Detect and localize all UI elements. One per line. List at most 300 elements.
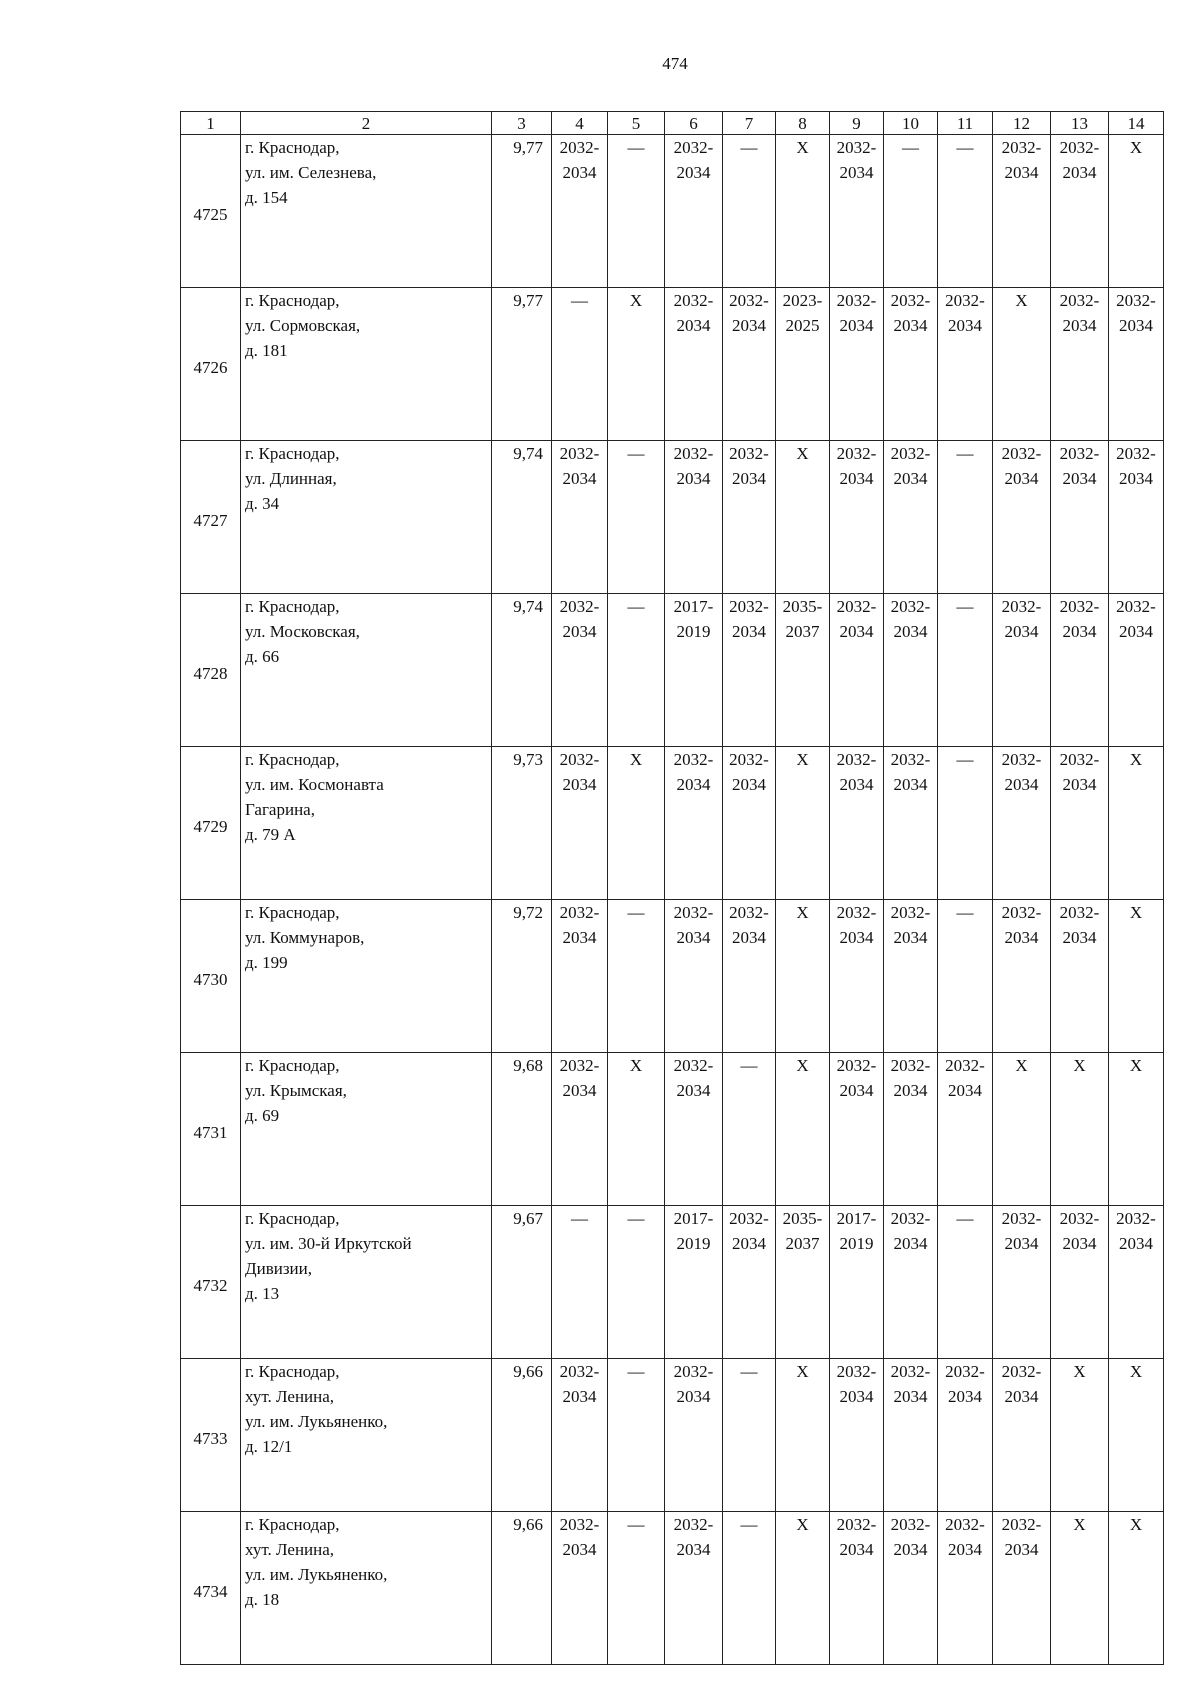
period-line: X [796, 1362, 809, 1381]
address-line: д. 79 А [245, 825, 296, 844]
period-line: 2034 [732, 928, 766, 947]
period-line: — [902, 138, 919, 157]
period-line: X [1129, 903, 1143, 922]
period-line: 2032- [1001, 597, 1042, 616]
address-line: ул. Крымская, [245, 1081, 347, 1100]
period-cell [723, 288, 776, 441]
address-line: Гагарина, [245, 800, 315, 819]
period-cell [938, 1512, 993, 1665]
period-cell [1109, 441, 1164, 594]
period-line: 2034 [1062, 1234, 1097, 1253]
period-line: X [1129, 1515, 1143, 1534]
address-line: г. Краснодар, [245, 750, 340, 769]
period-cell [993, 1206, 1051, 1359]
period-cell [776, 1206, 830, 1359]
period-line: 2034 [893, 775, 928, 794]
period-line: 2034 [839, 1540, 874, 1559]
period-line: 2032- [559, 1056, 600, 1075]
period-cell [938, 1206, 993, 1359]
period-line: 2032- [836, 597, 877, 616]
period-line: 2037 [785, 622, 820, 641]
address-line: ул. им. 30-й Иркутской [245, 1234, 412, 1253]
period-line: 2032- [836, 291, 877, 310]
period-line: 2032- [559, 597, 600, 616]
period-cell [776, 441, 830, 594]
period-line: X [1015, 1056, 1028, 1075]
address-line: д. 34 [245, 494, 280, 513]
period-cell [993, 747, 1051, 900]
period-cell [1109, 1206, 1164, 1359]
period-line: 2034 [562, 1387, 597, 1406]
address-line: д. 154 [245, 188, 288, 207]
period-cell [938, 441, 993, 594]
address-line: ул. им. Лукьяненко, [245, 1565, 388, 1584]
column-header-10: 10 [884, 112, 938, 135]
address-cell [241, 135, 492, 288]
period-cell [608, 1206, 665, 1359]
period-line: 2032- [1059, 444, 1100, 463]
period-line: 2034 [893, 622, 928, 641]
period-cell [608, 135, 665, 288]
period-line: 2032- [945, 291, 985, 310]
column-header-11: 11 [938, 112, 993, 135]
address-line: Дивизии, [245, 1259, 312, 1278]
period-cell [723, 441, 776, 594]
period-line: — [956, 1209, 974, 1228]
period-line: 2034 [1004, 1540, 1039, 1559]
period-cell [608, 441, 665, 594]
period-line: 2032- [1059, 750, 1100, 769]
row-number: 4732 [181, 1206, 241, 1359]
period-cell [776, 1053, 830, 1206]
period-line: 2034 [1062, 469, 1097, 488]
period-line: 2032- [673, 1515, 714, 1534]
period-cell [1109, 1512, 1164, 1665]
period-line: 2034 [676, 1081, 711, 1100]
address-line: д. 12/1 [245, 1437, 293, 1456]
period-line: 2034 [676, 775, 711, 794]
period-line: 2034 [893, 1234, 928, 1253]
period-line: 2037 [785, 1234, 820, 1253]
period-line: — [627, 138, 645, 157]
period-line: 2032- [559, 1515, 600, 1534]
period-line: 2034 [1062, 163, 1097, 182]
period-cell [993, 1512, 1051, 1665]
address-line: г. Краснодар, [245, 1515, 340, 1534]
period-line: 2034 [676, 316, 711, 335]
table-body [181, 112, 1164, 1665]
period-line: 2034 [562, 622, 597, 641]
period-cell [1109, 594, 1164, 747]
column-header-9: 9 [830, 112, 884, 135]
period-line: 2034 [562, 469, 597, 488]
period-line: — [627, 444, 645, 463]
period-line: 2032- [836, 750, 877, 769]
value-cell: 9,72 [492, 900, 552, 1053]
table-row [181, 900, 1164, 1053]
value-cell: 9,77 [492, 288, 552, 441]
period-line: 2032- [890, 1209, 931, 1228]
period-line: 2034 [839, 775, 874, 794]
period-cell [723, 594, 776, 747]
period-line: 2034 [839, 163, 874, 182]
period-line: 2034 [732, 622, 766, 641]
period-cell [665, 1359, 723, 1512]
period-cell [776, 900, 830, 1053]
period-line: 2034 [1004, 775, 1039, 794]
period-line: X [1129, 750, 1143, 769]
period-line: 2032- [836, 1515, 877, 1534]
period-line: 2032- [673, 1056, 714, 1075]
period-line: — [627, 903, 645, 922]
address-line: д. 13 [245, 1284, 280, 1303]
address-line: г. Краснодар, [245, 444, 340, 463]
period-line: 2017- [673, 597, 714, 616]
period-cell [665, 900, 723, 1053]
period-cell [830, 1206, 884, 1359]
period-line: — [627, 597, 645, 616]
period-line: 2032- [673, 444, 714, 463]
period-line: 2034 [732, 1234, 766, 1253]
period-line: X [629, 750, 643, 769]
period-cell [1051, 135, 1109, 288]
address-line: ул. Длинная, [245, 469, 337, 488]
value-cell: 9,74 [492, 441, 552, 594]
address-cell [241, 594, 492, 747]
period-line: 2023- [782, 291, 823, 310]
period-line: 2034 [1062, 928, 1097, 947]
period-cell [776, 288, 830, 441]
period-cell [1051, 288, 1109, 441]
period-cell [1051, 441, 1109, 594]
period-cell [993, 1359, 1051, 1512]
period-cell [552, 1053, 608, 1206]
period-cell [830, 1359, 884, 1512]
period-cell [552, 594, 608, 747]
period-cell [1109, 1053, 1164, 1206]
period-cell [608, 1512, 665, 1665]
address-line: д. 69 [245, 1106, 280, 1125]
address-line: г. Краснодар, [245, 291, 340, 310]
period-line: 2032- [559, 138, 600, 157]
period-line: 2034 [676, 163, 711, 182]
address-line: ул. Сормовская, [245, 316, 361, 335]
period-line: 2032- [729, 750, 769, 769]
address-line: ул. им. Космонавта [245, 775, 384, 794]
period-line: 2032- [673, 750, 714, 769]
table-row [181, 441, 1164, 594]
period-line: 2034 [562, 163, 597, 182]
address-line: г. Краснодар, [245, 138, 340, 157]
column-header-12: 12 [993, 112, 1051, 135]
period-line: 2034 [562, 775, 597, 794]
period-cell [665, 1512, 723, 1665]
period-cell [723, 900, 776, 1053]
period-line: 2032- [673, 291, 714, 310]
period-cell [608, 594, 665, 747]
table-row [181, 288, 1164, 441]
period-line: 2034 [1119, 622, 1153, 641]
period-cell [665, 1053, 723, 1206]
period-line: 2032- [836, 1056, 877, 1075]
period-line: — [571, 1209, 588, 1228]
period-line: — [740, 1362, 758, 1381]
period-line: — [740, 1515, 758, 1534]
address-line: г. Краснодар, [245, 1056, 340, 1075]
column-header-3: 3 [492, 112, 552, 135]
period-cell [938, 900, 993, 1053]
period-line: 2017- [836, 1209, 877, 1228]
period-line: X [796, 903, 809, 922]
period-line: 2032- [890, 750, 931, 769]
period-line: 2032- [729, 597, 769, 616]
row-number: 4731 [181, 1053, 241, 1206]
period-line: 2032- [1001, 1209, 1042, 1228]
period-cell [552, 288, 608, 441]
period-line: — [571, 291, 588, 310]
period-cell [723, 135, 776, 288]
period-cell [993, 594, 1051, 747]
address-line: ул. Коммунаров, [245, 928, 365, 947]
period-line: 2032- [1116, 1209, 1156, 1228]
period-cell [938, 1359, 993, 1512]
address-line: г. Краснодар, [245, 1362, 340, 1381]
period-line: 2034 [893, 469, 928, 488]
period-line: 2032- [945, 1056, 985, 1075]
address-line: ул. им. Лукьяненко, [245, 1412, 388, 1431]
period-line: — [740, 1056, 758, 1075]
period-line: 2032- [729, 444, 769, 463]
period-cell [608, 900, 665, 1053]
period-line: 2019 [676, 622, 711, 641]
period-line: 2032- [1001, 444, 1042, 463]
period-cell [723, 1206, 776, 1359]
period-line: 2035- [782, 597, 823, 616]
header-row [181, 112, 1164, 135]
period-line: 2034 [948, 1540, 982, 1559]
period-line: 2032- [1001, 1515, 1042, 1534]
period-line: 2032- [729, 903, 769, 922]
period-cell [1051, 900, 1109, 1053]
address-line: д. 199 [245, 953, 288, 972]
address-line: хут. Ленина, [245, 1540, 335, 1559]
period-cell [884, 441, 938, 594]
period-line: — [956, 444, 974, 463]
period-cell [1051, 1512, 1109, 1665]
period-cell [830, 441, 884, 594]
period-line: 2034 [1062, 316, 1097, 335]
period-line: 2034 [562, 1540, 597, 1559]
period-cell [552, 135, 608, 288]
period-cell [1051, 747, 1109, 900]
period-line: 2032- [1001, 750, 1042, 769]
period-line: — [956, 138, 974, 157]
address-cell [241, 441, 492, 594]
period-line: 2032- [836, 903, 877, 922]
period-cell [993, 288, 1051, 441]
period-cell [608, 747, 665, 900]
column-header-1: 1 [181, 112, 241, 135]
address-line: д. 66 [245, 647, 280, 666]
period-line: 2034 [839, 928, 874, 947]
period-line: — [740, 138, 758, 157]
period-line: X [796, 1515, 809, 1534]
period-cell [665, 1206, 723, 1359]
period-cell [830, 747, 884, 900]
register-table [180, 111, 1164, 1665]
period-line: 2032- [673, 1362, 714, 1381]
period-cell [723, 1512, 776, 1665]
period-cell [830, 900, 884, 1053]
period-line: 2035- [782, 1209, 823, 1228]
period-cell [993, 900, 1051, 1053]
period-line: 2019 [839, 1234, 874, 1253]
period-cell [884, 135, 938, 288]
period-line: 2032- [890, 1056, 931, 1075]
period-cell [608, 1359, 665, 1512]
period-line: — [627, 1209, 645, 1228]
period-line: X [1129, 1056, 1143, 1075]
address-line: г. Краснодар, [245, 1209, 340, 1228]
period-cell [884, 288, 938, 441]
period-line: X [1015, 291, 1028, 310]
period-line: — [627, 1515, 645, 1534]
period-line: 2034 [562, 1081, 597, 1100]
period-line: X [796, 750, 809, 769]
period-line: 2032- [890, 444, 931, 463]
period-cell [776, 1512, 830, 1665]
period-line: 2034 [839, 1081, 874, 1100]
period-line: 2034 [732, 775, 766, 794]
value-cell: 9,67 [492, 1206, 552, 1359]
table-row [181, 747, 1164, 900]
row-number: 4733 [181, 1359, 241, 1512]
page-number: 474 [662, 54, 688, 73]
period-line: X [1073, 1056, 1086, 1075]
period-line: 2032- [1059, 597, 1100, 616]
period-line: 2034 [1119, 469, 1153, 488]
period-line: 2034 [732, 316, 766, 335]
period-cell [552, 900, 608, 1053]
column-header-8: 8 [776, 112, 830, 135]
period-line: 2034 [562, 928, 597, 947]
address-line: ул. Московская, [245, 622, 360, 641]
value-cell: 9,77 [492, 135, 552, 288]
period-cell [1051, 1206, 1109, 1359]
address-line: хут. Ленина, [245, 1387, 335, 1406]
period-line: 2034 [839, 469, 874, 488]
period-line: 2034 [839, 1387, 874, 1406]
period-line: 2032- [559, 444, 600, 463]
period-line: 2034 [893, 316, 928, 335]
value-cell: 9,66 [492, 1512, 552, 1665]
period-line: 2032- [729, 1209, 769, 1228]
address-cell [241, 1359, 492, 1512]
table-row [181, 1206, 1164, 1359]
period-line: 2034 [1062, 775, 1097, 794]
period-line: 2032- [890, 291, 931, 310]
period-cell [1109, 747, 1164, 900]
table-row [181, 594, 1164, 747]
period-line: 2032- [1059, 291, 1100, 310]
period-cell [884, 1206, 938, 1359]
period-line: 2034 [676, 1540, 711, 1559]
period-cell [665, 135, 723, 288]
address-cell [241, 747, 492, 900]
period-line: 2032- [729, 291, 769, 310]
period-line: 2032- [673, 138, 714, 157]
period-cell [665, 288, 723, 441]
period-cell [938, 135, 993, 288]
period-cell [830, 288, 884, 441]
period-line: 2032- [1059, 1209, 1100, 1228]
period-line: X [1129, 138, 1143, 157]
period-cell [884, 594, 938, 747]
period-line: X [796, 1056, 809, 1075]
period-cell [938, 747, 993, 900]
row-number: 4726 [181, 288, 241, 441]
period-cell [993, 1053, 1051, 1206]
period-cell [993, 441, 1051, 594]
period-cell [776, 747, 830, 900]
period-line: 2032- [945, 1515, 985, 1534]
period-line: 2034 [893, 928, 928, 947]
address-cell [241, 1053, 492, 1206]
address-line: ул. им. Селезнева, [245, 163, 377, 182]
period-cell [776, 594, 830, 747]
period-line: 2032- [559, 903, 600, 922]
period-line: X [1129, 1362, 1143, 1381]
period-line: 2034 [948, 316, 982, 335]
column-header-2: 2 [241, 112, 492, 135]
value-cell: 9,73 [492, 747, 552, 900]
period-cell [884, 747, 938, 900]
period-cell [665, 594, 723, 747]
row-number: 4725 [181, 135, 241, 288]
period-line: 2034 [1004, 928, 1039, 947]
period-cell [552, 1359, 608, 1512]
address-line: г. Краснодар, [245, 597, 340, 616]
period-cell [1051, 594, 1109, 747]
period-line: 2034 [1004, 163, 1039, 182]
period-line: 2034 [1119, 316, 1153, 335]
period-line: 2025 [785, 316, 820, 335]
period-line: 2032- [890, 1515, 931, 1534]
period-cell [1109, 900, 1164, 1053]
period-line: 2034 [1004, 622, 1039, 641]
period-line: 2034 [893, 1387, 928, 1406]
period-cell [830, 1512, 884, 1665]
row-number: 4728 [181, 594, 241, 747]
period-line: 2032- [890, 1362, 931, 1381]
address-cell [241, 900, 492, 1053]
period-cell [552, 1512, 608, 1665]
period-line: 2034 [839, 622, 874, 641]
period-line: 2032- [1001, 1362, 1042, 1381]
period-cell [830, 594, 884, 747]
period-line: 2032- [1116, 291, 1156, 310]
period-cell [938, 288, 993, 441]
period-cell [723, 1359, 776, 1512]
period-line: 2032- [559, 1362, 600, 1381]
period-cell [938, 594, 993, 747]
period-line: 2034 [1119, 1234, 1153, 1253]
period-line: 2032- [1116, 444, 1156, 463]
period-cell [993, 135, 1051, 288]
period-line: 2032- [836, 1362, 877, 1381]
period-line: 2034 [948, 1387, 982, 1406]
period-line: X [629, 1056, 643, 1075]
